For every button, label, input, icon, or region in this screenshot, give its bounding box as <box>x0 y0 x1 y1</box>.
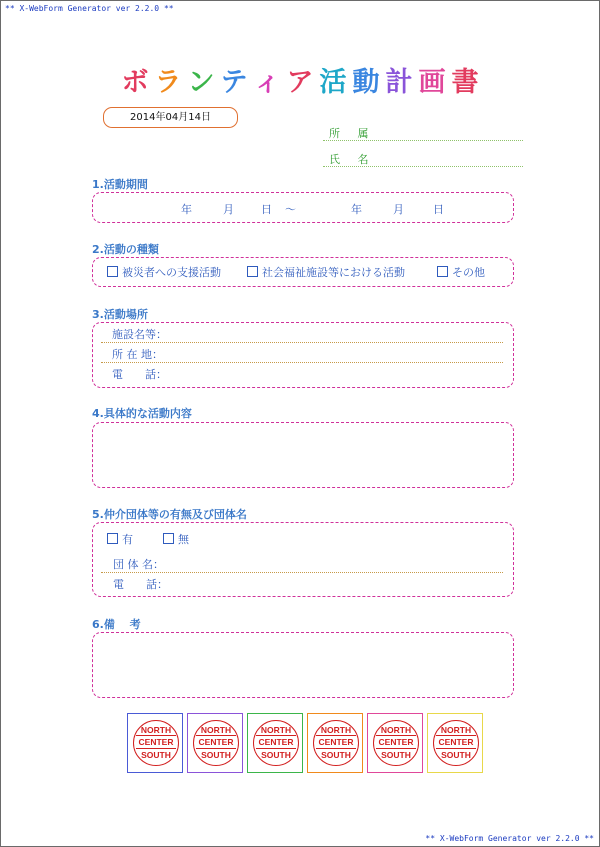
org-phone-field[interactable] <box>101 574 503 592</box>
period-day-1: 日 <box>261 203 272 216</box>
seal-text-top: NORTH <box>380 725 412 735</box>
seal-divider <box>136 735 176 736</box>
title-char: ラ <box>154 67 182 98</box>
seal-divider <box>436 748 476 749</box>
seal-divider <box>196 748 236 749</box>
period-year-2: 年 <box>351 203 362 216</box>
stamp-box[interactable] <box>427 713 483 773</box>
title-char: ン <box>187 67 215 98</box>
date-field[interactable]: 2014年04月14日 <box>103 107 238 128</box>
seal-text-bottom: SOUTH <box>141 750 171 760</box>
title-char: ボ <box>121 67 149 98</box>
seal-text-top: NORTH <box>140 725 172 735</box>
period-tilde: ～ <box>285 203 296 216</box>
title-char: 計 <box>385 67 413 98</box>
name-field[interactable] <box>323 150 523 167</box>
stamp-box[interactable] <box>247 713 303 773</box>
checkbox-icon[interactable] <box>107 533 118 544</box>
seal-text-mid: CENTER <box>318 737 354 747</box>
seal-text-mid: CENTER <box>138 737 174 747</box>
stamp-box[interactable] <box>187 713 243 773</box>
seal-text-top: NORTH <box>440 725 472 735</box>
period-month-1: 月 <box>223 203 234 216</box>
section-intermediary-title: 5.仲介団体等の有無及び団体名 <box>92 508 247 521</box>
seal-text-mid: CENTER <box>258 737 294 747</box>
seal-divider <box>376 748 416 749</box>
seal-divider <box>376 735 416 736</box>
seal-divider <box>136 748 176 749</box>
title-char: 画 <box>418 67 446 98</box>
stamp-box[interactable] <box>367 713 423 773</box>
affiliation-field[interactable] <box>323 124 523 141</box>
seal-divider <box>256 735 296 736</box>
affiliation-label: 所 属 <box>329 127 376 140</box>
org-phone-label: 電 話： <box>113 578 168 591</box>
org-name-field[interactable] <box>101 554 503 573</box>
period-month-2: 月 <box>393 203 404 216</box>
section-place-title: 3.活動場所 <box>92 308 148 321</box>
seal-divider <box>256 748 296 749</box>
place-phone-label: 電 話： <box>112 368 167 381</box>
seal-icon <box>313 720 359 766</box>
place-box <box>92 322 514 388</box>
type-option-welfare[interactable]: 社会福祉施設等における活動 <box>247 264 405 280</box>
title-char: 書 <box>451 67 479 98</box>
stamp-box[interactable] <box>307 713 363 773</box>
seal-text-top: NORTH <box>200 725 232 735</box>
seal-icon <box>373 720 419 766</box>
org-name-label: 団 体 名： <box>113 558 164 571</box>
seal-icon <box>433 720 479 766</box>
checkbox-icon[interactable] <box>107 266 118 277</box>
seal-divider <box>316 735 356 736</box>
generator-header: ** X-WebForm Generator ver 2.2.0 ** <box>5 4 174 13</box>
details-box[interactable] <box>92 422 514 488</box>
seal-divider <box>196 735 236 736</box>
place-phone-field[interactable] <box>101 364 503 382</box>
type-option-disaster[interactable]: 被災者への支援活動 <box>107 264 221 280</box>
checkbox-icon[interactable] <box>247 266 258 277</box>
address-field[interactable] <box>101 344 503 363</box>
stamp-box[interactable] <box>127 713 183 773</box>
document-title <box>0 60 600 99</box>
period-day-2: 日 <box>433 203 444 216</box>
checkbox-icon[interactable] <box>163 533 174 544</box>
seal-text-mid: CENTER <box>438 737 474 747</box>
type-box <box>92 257 514 287</box>
seal-text-bottom: SOUTH <box>321 750 351 760</box>
section-notes-title: 6.備 考 <box>92 618 141 631</box>
seal-text-bottom: SOUTH <box>381 750 411 760</box>
seal-text-top: NORTH <box>320 725 352 735</box>
seal-text-mid: CENTER <box>198 737 234 747</box>
title-char: 動 <box>352 67 380 98</box>
checkbox-icon[interactable] <box>437 266 448 277</box>
seal-text-mid: CENTER <box>378 737 414 747</box>
title-char: 活 <box>319 67 347 98</box>
seal-text-bottom: SOUTH <box>441 750 471 760</box>
seal-icon <box>133 720 179 766</box>
section-period-title: 1.活動期間 <box>92 178 148 191</box>
seal-text-top: NORTH <box>260 725 292 735</box>
section-type-title: 2.活動の種類 <box>92 243 159 256</box>
title-char: テ <box>220 67 248 98</box>
intermediary-no[interactable]: 無 <box>163 531 189 547</box>
facility-field[interactable] <box>101 324 503 343</box>
seal-text-bottom: SOUTH <box>261 750 291 760</box>
seal-divider <box>436 735 476 736</box>
period-year-1: 年 <box>181 203 192 216</box>
title-char: ィ <box>253 67 281 98</box>
address-label: 所 在 地： <box>112 348 163 361</box>
seal-icon <box>253 720 299 766</box>
notes-box[interactable] <box>92 632 514 698</box>
title-char: ア <box>286 67 314 98</box>
seal-text-bottom: SOUTH <box>201 750 231 760</box>
name-label: 氏 名 <box>329 153 376 166</box>
period-box[interactable] <box>92 192 514 223</box>
type-option-other[interactable]: その他 <box>437 264 485 280</box>
intermediary-box <box>92 522 514 597</box>
facility-label: 施設名等： <box>112 328 167 341</box>
seal-divider <box>316 748 356 749</box>
generator-footer: ** X-WebForm Generator ver 2.2.0 ** <box>425 834 594 843</box>
section-details-title: 4.具体的な活動内容 <box>92 407 192 420</box>
intermediary-yes[interactable]: 有 <box>107 531 133 547</box>
seal-icon <box>193 720 239 766</box>
